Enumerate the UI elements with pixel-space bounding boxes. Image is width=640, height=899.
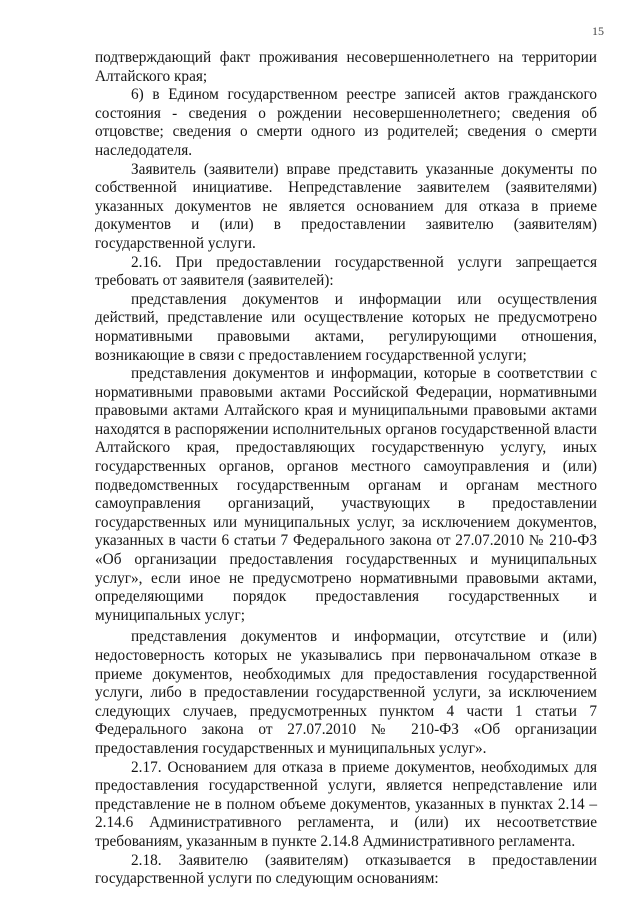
document-body [95,49,597,889]
paragraph-applicant-right: Заявитель (заявители) вправе представить указанные документы по собственной инициативе. Непредставление заявителем (заявителями) указанных документов не является основанием для отказа в приеме документов и (или) в предоставлении заявителю (заявителям) государственной услуги. [95,160,597,252]
paragraph-prohibition-3: представления документов и информации, отсутствие и (или) недостоверность которых не указывались при первоначальном отказе в приеме документов, необходимых для предоставления государственной услуги, либо в предоставлении государственной услуги, за исключением следующих случаев, предусмотренных пунктом 4 части 1 статьи 7 Федерального закона от 27.07.2010 № 210-ФЗ «Об организации предоставления государственных и муниципальных услуг». [95,628,597,757]
page-number: 15 [592,24,604,38]
paragraph-continuation: подтверждающий факт проживания несовершеннолетнего на территории Алтайского края; [95,49,597,85]
paragraph-prohibition-2: представления документов и информации, которые в соответствии с нормативными правовыми актами Российской Федерации, нормативными правовыми актами Алтайского края и муниципальными правовыми актами находятся в распоряжении исполнительных органов государственной власти Алтайского края, предоставляющих государственную услугу, иных государственных органов, органов местного самоуправления и (или) подведомственных государственным органам и органам местного самоуправления организаций, участвующих в предоставлении государственных или муниципальных услуг, за исключением документов, указанных в части 6 статьи 7 Федерального закона от 27.07.2010 № 210-ФЗ «Об организации предоставления государственных и муниципальных услуг», если иное не предусмотрено нормативными правовыми актами, определяющими порядок предоставления государственных и муниципальных услуг; [95,365,597,624]
paragraph-2-16: 2.16. При предоставлении государственной услуги запрещается требовать от заявителя (заявителей): [95,253,597,290]
paragraph-2-18: 2.18. Заявителю (заявителям) отказывается в предоставлении государственной услуги по следующим основаниям: [95,851,597,888]
paragraph-prohibition-1: представления документов и информации или осуществления действий, представление или осуществление которых не предусмотрено нормативными правовыми актами, регулирующими отношения, возникающие в связи с предоставлением государственной услуги; [95,290,597,364]
paragraph-item-6: 6) в Едином государственном реестре записей актов гражданского состояния - сведения о рождении несовершеннолетнего; сведения об отцовстве; сведения о смерти одного из родителей; сведения о смерти наследодателя. [95,86,597,159]
paragraph-2-17: 2.17. Основанием для отказа в приеме документов, необходимых для предоставления государственной услуги, является непредставление или представление не в полном объеме документов, указанных в пунктах 2.14 – 2.14.6 Административного регламента, и (или) их несоответствие требованиям, указанным в пункте 2.14.8 Административного регламента. [95,758,597,850]
